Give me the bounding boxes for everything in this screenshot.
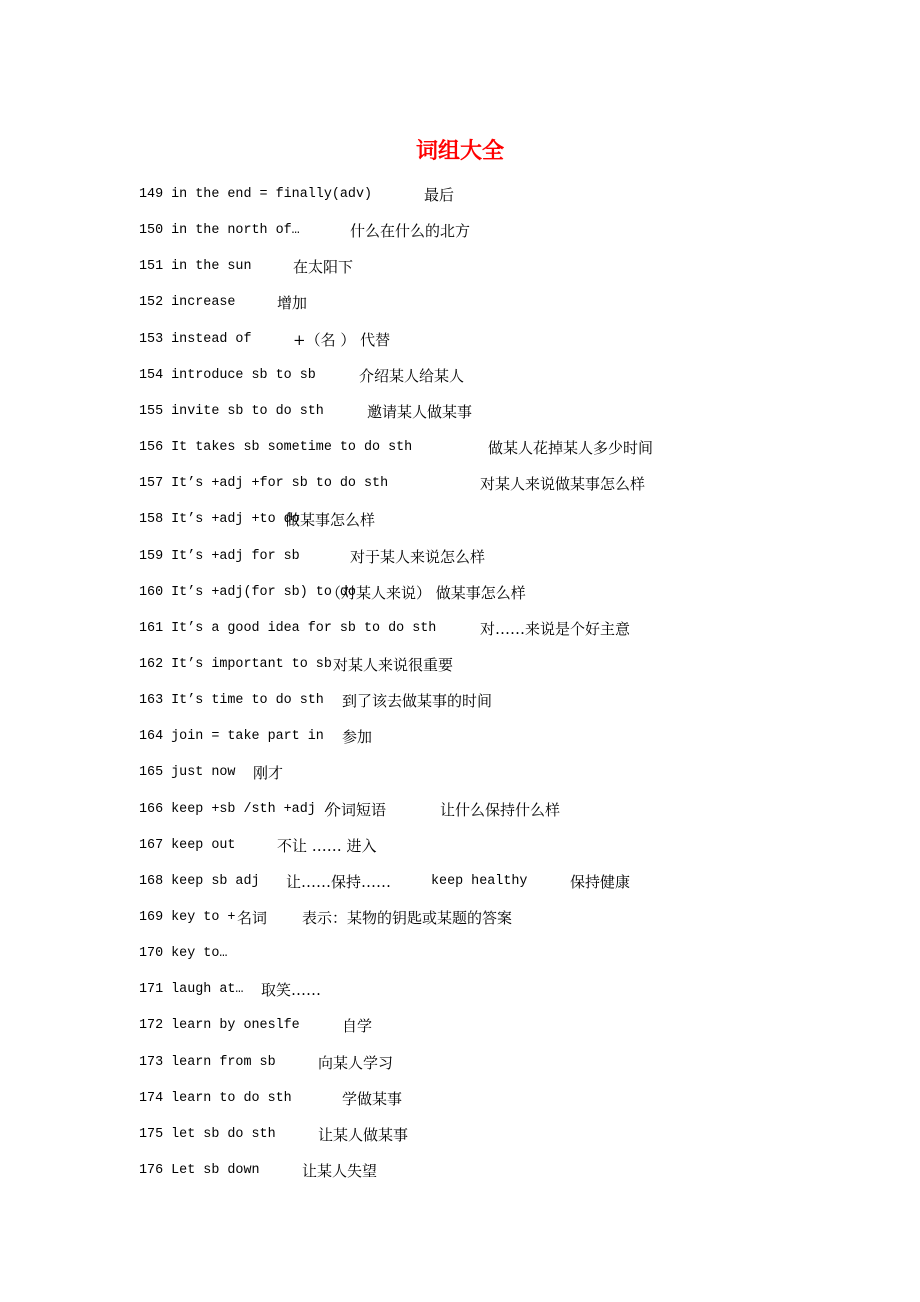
- phrase-row: [139, 186, 839, 204]
- phrase-row: [139, 764, 839, 782]
- phrase-row: [139, 1054, 839, 1072]
- phrase-english: 156 It takes sb sometime to do sth: [139, 440, 413, 456]
- phrase-chinese: +（名 ） 代替: [293, 330, 391, 349]
- phrase-english: 161 It’s a good idea for sb to do sth: [139, 620, 437, 636]
- phrase-row: [139, 1126, 839, 1144]
- phrase-english: 150 in the north of…: [139, 223, 300, 239]
- phrase-english: 168 keep sb adj: [139, 873, 260, 889]
- phrase-chinese: 介词短语: [326, 800, 387, 819]
- phrase-row: [139, 801, 839, 819]
- phrase-english: 173 learn from sb: [139, 1054, 276, 1070]
- phrase-english: 175 let sb do sth: [139, 1126, 276, 1142]
- phrase-chinese: 到了该去做某事的时间: [342, 692, 493, 711]
- phrase-row: [139, 367, 839, 385]
- phrase-chinese: 增加: [277, 294, 308, 313]
- phrase-row: [139, 1090, 839, 1108]
- phrase-chinese: 对某人来说很重要: [333, 655, 454, 674]
- phrase-row: [139, 584, 839, 602]
- phrase-english: 172 learn by oneslfe: [139, 1018, 300, 1034]
- phrase-chinese: 做某事怎么样: [285, 511, 376, 530]
- phrase-chinese: 不让 …… 进入: [277, 836, 377, 855]
- phrase-english: 167 keep out: [139, 837, 236, 853]
- phrase-row: [139, 945, 839, 963]
- phrase-chinese-extra: 保持健康: [570, 872, 631, 891]
- phrase-row: [139, 909, 839, 927]
- phrase-row: [139, 620, 839, 638]
- phrase-chinese: 让某人失望: [302, 1162, 378, 1181]
- phrase-english: 152 increase: [139, 295, 236, 311]
- phrase-row: [139, 981, 839, 999]
- phrase-english-extra: keep healthy: [431, 873, 528, 889]
- phrase-english: 157 It’s +adj +for sb to do sth: [139, 476, 389, 492]
- phrase-english: 174 learn to do sth: [139, 1090, 292, 1106]
- phrase-row: [139, 222, 839, 240]
- phrase-english: 151 in the sun: [139, 259, 252, 275]
- phrase-row: [139, 1162, 839, 1180]
- phrase-chinese-extra: 表示：某物的钥匙或某题的答案: [302, 909, 513, 927]
- phrase-chinese: 在太阳下: [293, 258, 354, 277]
- phrase-english: 154 introduce sb to sb: [139, 367, 316, 383]
- phrase-row: [139, 511, 839, 529]
- phrase-english: 160 It’s +adj(for sb) to do: [139, 584, 356, 600]
- phrase-english: 163 It’s time to do sth: [139, 693, 324, 709]
- phrase-english: 171 laugh at…: [139, 982, 244, 998]
- phrase-chinese: 邀请某人做某事: [367, 402, 473, 421]
- phrase-english: 158 It’s +adj +to do: [139, 512, 300, 528]
- phrase-row: [139, 475, 839, 493]
- phrase-row: [139, 656, 839, 674]
- phrase-row: [139, 548, 839, 566]
- phrase-row: [139, 258, 839, 276]
- phrase-row: [139, 439, 839, 457]
- phrase-row: [139, 728, 839, 746]
- phrase-chinese: 让某人做某事: [318, 1125, 409, 1144]
- phrase-english: 176 Let sb down: [139, 1163, 260, 1179]
- phrase-english: 162 It’s important to sb: [139, 656, 332, 672]
- phrase-chinese: 最后: [424, 186, 455, 204]
- phrase-row: [139, 692, 839, 710]
- phrase-chinese: 让……保持……: [286, 872, 392, 891]
- phrase-chinese: 做某人花掉某人多少时间: [488, 439, 654, 458]
- phrase-english: 153 instead of: [139, 331, 252, 347]
- phrase-row: [139, 873, 839, 891]
- phrase-english: 155 invite sb to do sth: [139, 403, 324, 419]
- phrase-row: [139, 403, 839, 421]
- phrase-english: 164 join = take part in: [139, 729, 324, 745]
- phrase-english: 149 in the end = finally(adv): [139, 187, 373, 202]
- phrase-chinese: 对……来说是个好主意: [480, 619, 631, 638]
- phrase-chinese: 参加: [342, 728, 373, 747]
- phrase-chinese: 自学: [342, 1017, 373, 1036]
- phrase-english: 166 keep +sb /sth +adj /: [139, 801, 332, 817]
- phrase-chinese-extra: 让什么保持什么样: [440, 800, 561, 819]
- phrase-chinese: 名词: [237, 909, 268, 927]
- phrase-row: [139, 294, 839, 312]
- phrase-chinese: 向某人学习: [318, 1053, 394, 1072]
- phrase-row: [139, 837, 839, 855]
- phrase-chinese: 刚才: [253, 764, 284, 783]
- phrase-english: 169 key to +: [139, 910, 236, 925]
- phrase-english: 159 It’s +adj for sb: [139, 548, 300, 564]
- phrase-chinese: 什么在什么的北方: [350, 222, 471, 241]
- phrase-row: [139, 331, 839, 349]
- phrase-english: 170 key to…: [139, 946, 228, 962]
- phrase-chinese: 对于某人来说怎么样: [350, 547, 486, 566]
- phrase-chinese: （对某人来说） 做某事怎么样: [326, 583, 526, 602]
- phrase-chinese: 对某人来说做某事怎么样: [480, 475, 646, 494]
- phrase-chinese: 介绍某人给某人: [359, 366, 465, 385]
- phrase-row: [139, 1017, 839, 1035]
- page-title: 词组大全: [415, 138, 504, 164]
- phrase-english: 165 just now: [139, 765, 236, 781]
- phrase-chinese: 取笑……: [261, 981, 322, 1000]
- phrase-chinese: 学做某事: [342, 1089, 403, 1108]
